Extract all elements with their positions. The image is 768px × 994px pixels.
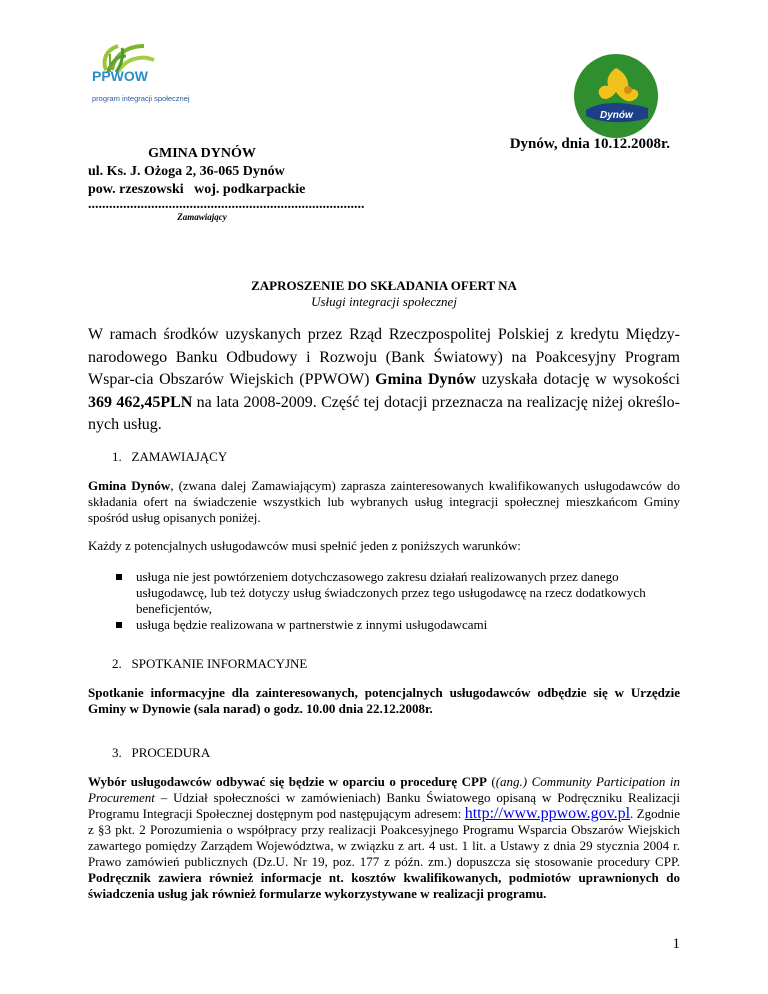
sender-address: ul. Ks. J. Ożoga 2, 36-065 Dynów: [88, 164, 285, 179]
italic-text: (ang.) Community Participation in Procurement: [88, 774, 680, 805]
logo-text: Dynów: [600, 110, 633, 121]
title-line-2: Usługi integracji społecznej: [311, 294, 457, 309]
intro-paragraph: [88, 324, 680, 437]
ppwow-logo: [88, 38, 238, 114]
paragraph-text: , (zwana dalej Zamawiającym) zaprasza zainteresowanych kwalifikowanych usługodawców do składania ofert na świadczenie wszystkich lub wybranych usług integracji społecznej mieszkańcom Gminy spośród usług opisanych poniżej.: [88, 478, 681, 525]
document-date: Dynów, dnia 10.12.2008r.: [509, 136, 670, 152]
section-3-paragraph: [88, 774, 680, 902]
logo-text: PPWOW: [92, 68, 148, 84]
conditions-intro: Każdy z potencjalnych usługodawców musi spełnić jeden z poniższych warunków:: [88, 538, 521, 553]
section-1-paragraph: [88, 478, 680, 526]
intro-text: na lata 2008-2009. Część tej dotacji przeznacza na realizację niżej określo-nych usług.: [88, 393, 681, 433]
paragraph-text: (: [486, 774, 496, 789]
ppwow-link[interactable]: http://www.ppwow.gov.pl: [464, 805, 631, 822]
logo-subtitle: program integracji społecznej: [92, 94, 190, 103]
intro-bold-gmina: Gmina Dynów: [375, 371, 476, 388]
section-2-paragraph: Spotkanie informacyjne dla zainteresowanych, potencjalnych usługodawców odbędzie się w Urzędzie Gminy w Dynowie (sala narad) o godz. 10.00 dnia 22.12.2008r.: [88, 685, 680, 716]
sender-name: GMINA DYNÓW: [148, 146, 256, 161]
bullet-square-icon: [116, 622, 122, 628]
paragraph-text: . Zgodnie z §3 pkt. 2 Porozumienia o współpracy przy realizacji Poakcesyjnego Programu Wsparcia Obszarów Wiejskich zawartego pomiędzy Zarządem Województwa, w związku z art. 4 ust. 1 lit. a Ustawy z dnia 29 stycznia 2004 r. Prawo zamówień publicznych (Dz.U. Nr 19, poz. 177 z późn. zm.) dopuszcza się stosowanie procedury CPP.: [88, 806, 680, 869]
bullet-square-icon: [116, 574, 122, 580]
title-line-1: ZAPROSZENIE DO SKŁADANIA OFERT NA: [251, 278, 517, 293]
conditions-list: [112, 569, 680, 633]
list-item-text: usługa nie jest powtórzeniem dotychczasowego zakresu działań realizowanych przez danego usługodawcę, lub też dotyczy usług świadczonych przez tego usługodawcę na rzecz dodatkowych beneficjentów,: [136, 569, 646, 616]
intro-bold-amount: 369 462,45PLN: [88, 393, 193, 411]
section-1-heading: 1. ZAMAWIAJĄCY: [112, 449, 228, 464]
paragraph-text: – Udział społeczności w zamówieniach) Banku Światowego opisaną w Podręczniku Realizacji Programu Integracji Społecznej dostępnym pod następującym adresem:: [88, 790, 680, 821]
page-number: 1: [672, 936, 680, 952]
list-item: [112, 569, 680, 617]
signature-line: ...............................................................................: [88, 197, 365, 212]
bold-text: Wybór usługodawców odbywać się będzie w oparciu o procedurę CPP: [88, 774, 487, 789]
dynow-emblem-icon: [572, 52, 660, 140]
gmina-name: Gmina Dynów: [88, 478, 171, 493]
document-title: [88, 278, 680, 310]
list-item-text: usługa będzie realizowana w partnerstwie z innymi usługodawcami: [136, 617, 488, 632]
section-3-heading: 3. PROCEDURA: [112, 745, 211, 760]
list-item: [112, 617, 680, 633]
intro-text: uzyskała dotację w wysokości: [475, 371, 681, 388]
section-2-heading: 2. SPOTKANIE INFORMACYJNE: [112, 656, 308, 671]
dynow-logo: [572, 52, 660, 140]
sender-block: [88, 145, 365, 223]
bold-text: Podręcznik zawiera również informacje nt. kosztów kwalifikowanych, podmiotów uprawnionych do świadczenia usług jak również formularze wykorzystywane w realizacji programu.: [88, 870, 680, 901]
sender-region: pow. rzeszowski woj. podkarpackie: [88, 182, 306, 197]
intro-text: W ramach środków uzyskanych przez Rząd Rzeczpospolitej Polskiej z kredytu Między-narodowego Banku Odbudowy i Rozwoju (Bank Światowy) na Poakcesyjny Program Wspar-cia Obszarów Wiejskich (PPWOW): [88, 326, 680, 388]
sender-role: Zamawiający: [177, 212, 227, 222]
